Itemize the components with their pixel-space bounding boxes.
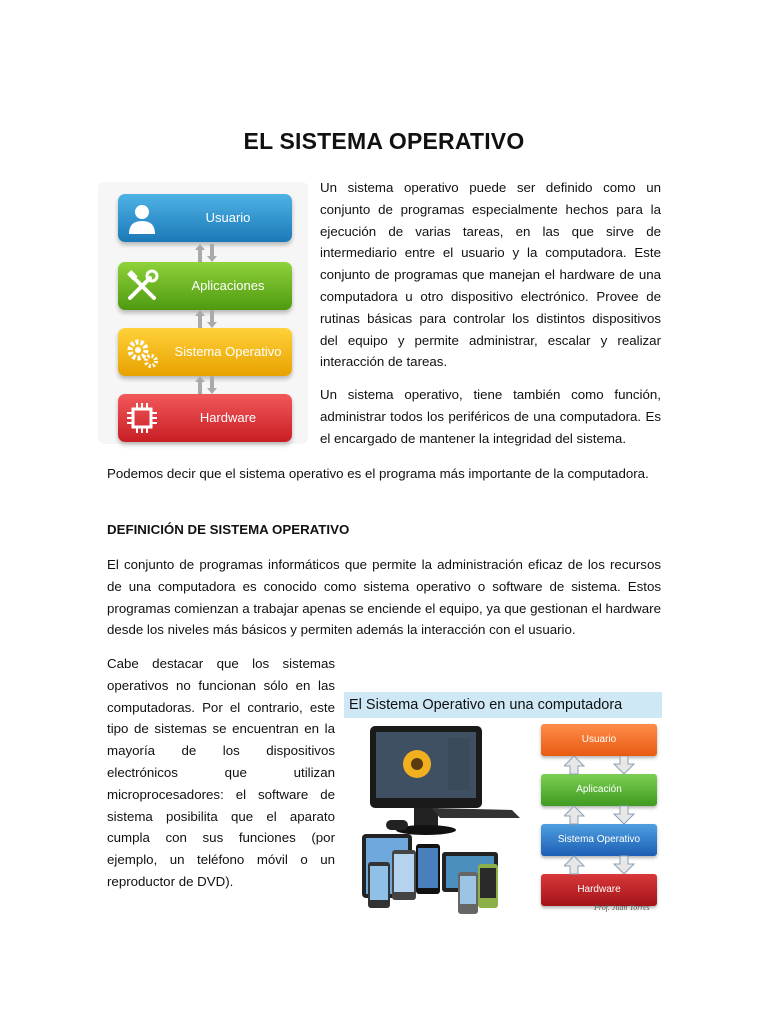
double-arrow-icon bbox=[195, 244, 217, 262]
summary-paragraph: Podemos decir que el sistema operativo es el programa más importante de la computadora. bbox=[107, 466, 649, 481]
definition-heading: DEFINICIÓN DE SISTEMA OPERATIVO bbox=[107, 522, 350, 537]
diagram-credit: Prof. Juan Torres bbox=[594, 903, 650, 912]
mobile-devices-icon bbox=[362, 834, 498, 914]
layer-label: Sistema Operativo bbox=[174, 344, 282, 359]
monitor-icon bbox=[370, 726, 520, 835]
computer-layer-aplicacion: Aplicación bbox=[541, 774, 657, 806]
chip-icon bbox=[124, 400, 160, 436]
flow-arrows bbox=[564, 756, 636, 876]
definition-paragraph: El conjunto de programas informáticos que permite la administración eficaz de los recursos de una computadora es conocido como sistema operativo o software de sistema. Estos programas comienzan a trabajar apenas se enciende el equipo, ya que gestionan el hardware desde los niveles más básicos y permiten además la interacción con el usuario. bbox=[107, 557, 661, 638]
devices-illustration bbox=[362, 722, 534, 918]
computer-layer-usuario: Usuario bbox=[541, 724, 657, 756]
up-arrow-icon bbox=[564, 756, 584, 874]
double-arrow-icon bbox=[195, 310, 217, 328]
layer-label: Hardware bbox=[199, 410, 257, 425]
tools-icon bbox=[124, 268, 160, 304]
os-layers-diagram bbox=[98, 182, 308, 444]
devices-paragraph: Cabe destacar que los sistemas operativos no funcionan sólo en las computadoras. Por el contrario, este tipo de sistemas se encuentran en la mayoría de los dispositivos electrónicos que utilizan microprocesadores: el software de sistema posibilita que el aparato cumpla con sus funciones (por ejemplo, un teléfono móvil o un reproductor de DVD). bbox=[107, 656, 335, 889]
down-arrow-icon bbox=[614, 756, 634, 874]
layer-block-sistema-operativo bbox=[118, 328, 292, 376]
computer-layer-hardware: Hardware bbox=[541, 874, 657, 906]
diagram-title: El Sistema Operativo en una computadora bbox=[344, 692, 662, 718]
gears-icon bbox=[124, 334, 160, 370]
layer-label: Aplicaciones bbox=[191, 278, 265, 293]
double-arrow-icon bbox=[195, 376, 217, 394]
user-icon bbox=[124, 200, 160, 236]
layer-label: Usuario bbox=[205, 210, 251, 225]
computer-layer-sistema-operativo: Sistema Operativo bbox=[541, 824, 657, 856]
layer-block-aplicaciones bbox=[118, 262, 292, 310]
intro-paragraph-2: Un sistema operativo, tiene también como función, administrar todos los periféricos de una computadora. Es el encargado de mantener la integridad del sistema. bbox=[320, 387, 661, 446]
layer-block-hardware bbox=[118, 394, 292, 442]
intro-paragraph-1: Un sistema operativo puede ser definido como un conjunto de programas especialmente hechos para la ejecución de varias tareas, en las que sirve de intermediario entre el usuario y la computadora. Este conjunto de programas que manejan el hardware de una computadora u otro dispositivo electrónico. Provee de rutinas básicas para controlar los distintos dispositivos del equipo y permite administrar, escalar y realizar interacción de tareas. bbox=[320, 180, 661, 370]
page-title: EL SISTEMA OPERATIVO bbox=[243, 128, 525, 154]
layer-block-usuario bbox=[118, 194, 292, 242]
computer-os-diagram bbox=[344, 692, 662, 918]
